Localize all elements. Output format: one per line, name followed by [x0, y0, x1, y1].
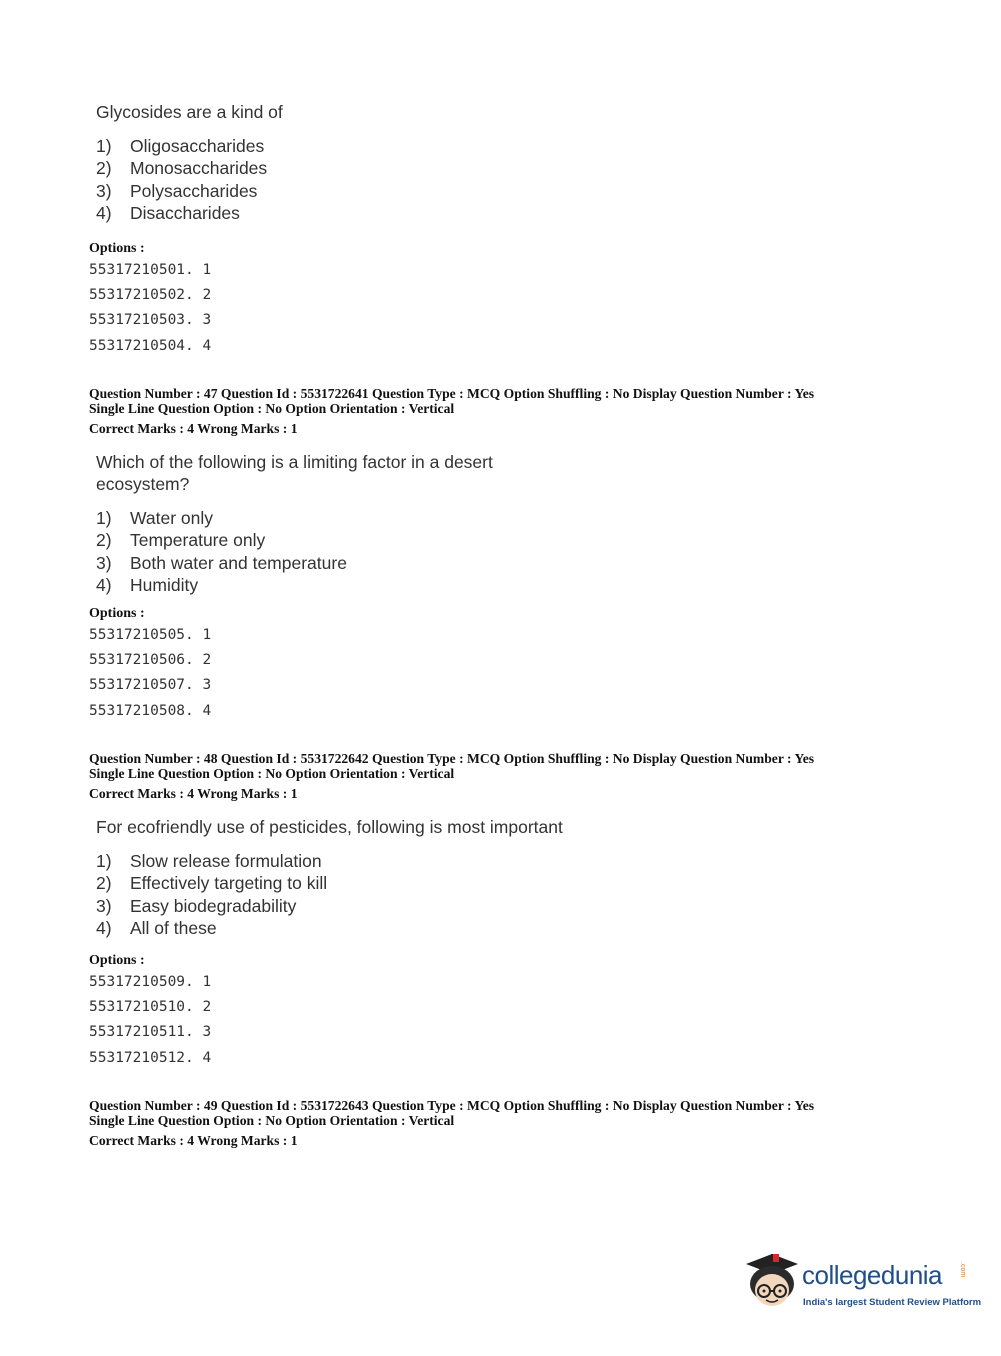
- q47-options-label: Options :: [89, 606, 145, 621]
- option-id: 55317210504. 4: [89, 337, 212, 354]
- q47-option-ids: [89, 623, 211, 724]
- logo-wordmark: collegedunia: [802, 1260, 943, 1290]
- q48-question: For ecofriendly use of pesticides, following is most important: [96, 817, 563, 837]
- q49-meta: [89, 1098, 814, 1148]
- q47-question: [96, 451, 493, 495]
- q48-option-ids: [89, 970, 211, 1071]
- q47-meta-line3: Correct Marks : 4 Wrong Marks : 1: [89, 421, 298, 436]
- q47-meta-line1: Question Number : 47 Question Id : 5531722641 Question Type : MCQ Option Shuffling : No Display Question Number : Yes: [89, 386, 815, 401]
- q49-meta-line1: Question Number : 49 Question Id : 5531722643 Question Type : MCQ Option Shuffling : No Display Question Number : Yes: [89, 1098, 815, 1113]
- option-id: 55317210505. 1: [89, 627, 212, 643]
- choice-item: 4) All of these: [96, 917, 217, 938]
- q46-question: Glycosides are a kind of: [96, 102, 283, 122]
- q46-choices: [96, 135, 267, 224]
- choice-item: 2) Temperature only: [96, 530, 266, 551]
- choice-item: 1) Water only: [96, 508, 213, 528]
- choice-item: 4) Humidity: [96, 574, 199, 595]
- choice-item: 1) Slow release formulation: [96, 851, 322, 871]
- logo-tagline: India's largest Student Review Platform: [803, 1297, 982, 1308]
- option-id: 55317210501. 1: [89, 262, 212, 278]
- q48-meta: [89, 751, 814, 801]
- choice-item: 3) Polysaccharides: [96, 180, 258, 201]
- q48-choices: [96, 850, 327, 939]
- option-id: 55317210508. 4: [89, 702, 212, 719]
- choice-item: 2) Monosaccharides: [96, 158, 268, 179]
- option-id: 55317210502. 2: [89, 287, 212, 304]
- q47-question-line2: ecosystem?: [96, 474, 190, 494]
- choice-item: 4) Disaccharides: [96, 202, 240, 223]
- q49-meta-line3: Correct Marks : 4 Wrong Marks : 1: [89, 1133, 298, 1148]
- option-id: 55317210507. 3: [89, 677, 212, 694]
- q49-meta-line2: Single Line Question Option : No Option Orientation : Vertical: [89, 1113, 455, 1128]
- choice-item: 3) Easy biodegradability: [96, 895, 297, 916]
- option-id: 55317210503. 3: [89, 312, 212, 329]
- q48-meta-line2: Single Line Question Option : No Option Orientation : Vertical: [89, 766, 455, 781]
- option-id: 55317210511. 3: [89, 1024, 212, 1041]
- q47-choices: [96, 507, 347, 596]
- option-id: 55317210506. 2: [89, 652, 212, 669]
- q48-meta-line1: Question Number : 48 Question Id : 5531722642 Question Type : MCQ Option Shuffling : No Display Question Number : Yes: [89, 751, 815, 766]
- q48-options-label: Options :: [89, 953, 145, 968]
- q48-meta-line3: Correct Marks : 4 Wrong Marks : 1: [89, 786, 298, 801]
- student-mascot-icon: [742, 1250, 802, 1320]
- q46-options-label: Options :: [89, 241, 145, 256]
- collegedunia-logo: [742, 1250, 982, 1320]
- q46-option-ids: [89, 258, 211, 359]
- choice-item: 3) Both water and temperature: [96, 552, 347, 573]
- q47-meta-line2: Single Line Question Option : No Option Orientation : Vertical: [89, 401, 455, 416]
- logo-suffix: .com: [959, 1262, 966, 1278]
- option-id: 55317210509. 1: [89, 974, 212, 990]
- choice-item: 2) Effectively targeting to kill: [96, 873, 328, 894]
- choice-item: 1) Oligosaccharides: [96, 136, 265, 156]
- option-id: 55317210510. 2: [89, 999, 212, 1016]
- option-id: 55317210512. 4: [89, 1049, 212, 1066]
- q47-question-line1: Which of the following is a limiting factor in a desert: [96, 452, 493, 472]
- q47-meta: [89, 386, 814, 436]
